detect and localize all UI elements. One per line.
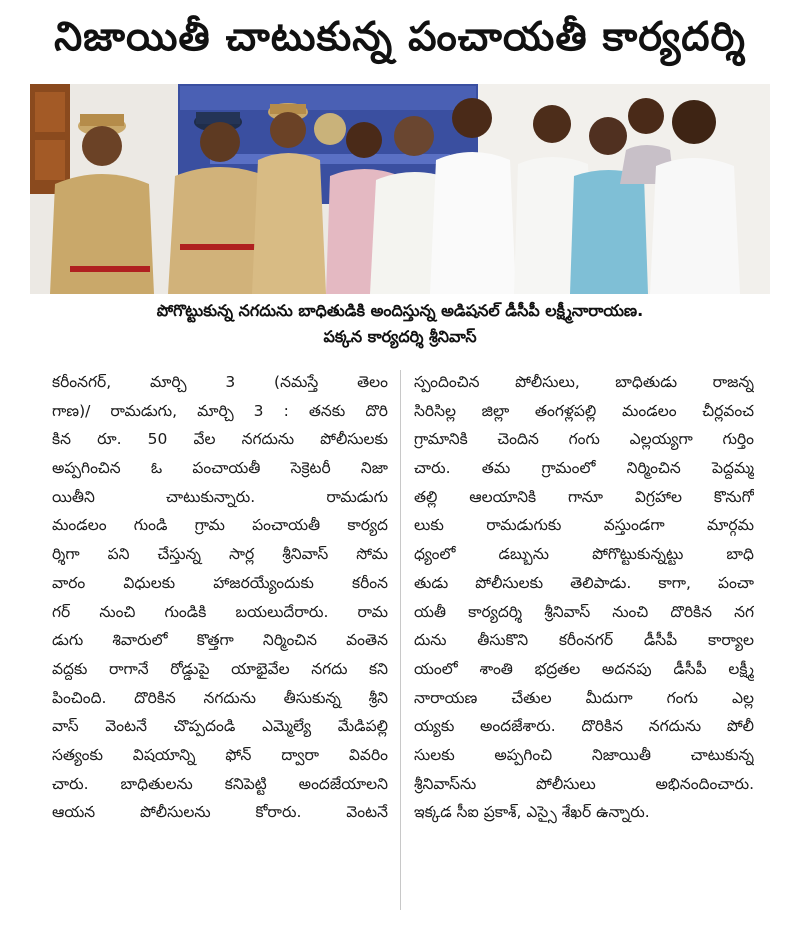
text-line: శ్రీనివాస్‌ను పోలీసులు అభినందించారు. <box>414 774 754 793</box>
text-line: చారు. బాధితులను కనిపెట్టి అందజేయాలని <box>52 774 388 793</box>
text-line: కరీంనగర్, మార్చి 3 (నమస్తే తెలం <box>52 373 388 391</box>
text-line: వద్దకు రాగానే రోడ్డుపై యాభైవేల నగదు కని <box>52 659 388 678</box>
text-line: అప్పగించిన ఓ పంచాయతీ సెక్రెటరీ నిజా <box>52 459 388 478</box>
text-line: గర్ నుంచి గుండికి బయలుదేరారు. రామ <box>52 602 388 621</box>
text-line: వాస్ వెంటనే చొప్పదండి ఎమ్మెల్యే మేడిపల్లి <box>52 717 388 736</box>
text-line: స్పందించిన పోలీసులు, బాధితుడు రాజన్న <box>414 373 754 391</box>
text-line: డుగు శివారులో కొత్తగా నిర్మించిన వంతెన <box>52 631 388 650</box>
text-line: తల్లి ఆలయానికి గానూ విగ్రహాల కొనుగో <box>414 487 754 506</box>
text-line: కిన రూ. 50 వేల నగదును పోలీసులకు <box>52 430 388 449</box>
text-line: గాణ)/ రామడుగు, మార్చి 3 : తనకు దొరి <box>52 401 388 420</box>
caption-line-1: పోగొట్టుకున్న నగదును బాధితుడికి అందిస్తున్న అడిషనల్ డీసీపీ లక్ష్మీనారాయణ. <box>156 301 644 320</box>
text-line: య్యకు అందజేశారు. దొరికిన నగదును పోలీ <box>414 717 754 736</box>
text-line: ఇక్కడ సీఐ ప్రకాశ్, ఎస్సై శేఖర్ ఉన్నారు. <box>414 803 650 822</box>
news-photo <box>30 84 770 294</box>
text-line: సత్యంకు విషయాన్ని ఫోన్ ద్వారా వివరిం <box>52 745 388 764</box>
text-line: వారం విధులకు హాజరయ్యేందుకు కరీంన <box>52 573 388 592</box>
text-line: ఆయన పోలీసులను కోరారు. వెంటనే <box>52 803 388 822</box>
column-divider <box>400 370 401 910</box>
text-line: తుడు పోలీసులకు తెలిపాడు. కాగా, పంచా <box>414 573 754 592</box>
text-line: చారు. తమ గ్రామంలో నిర్మించిన పెద్దమ్మ <box>414 459 754 478</box>
text-line: నారాయణ చేతుల మీదుగా గంగు ఎల్ల <box>414 688 754 707</box>
text-line: గ్రామానికి చెందిన గంగు ఎల్లయ్యగా గుర్తిం <box>414 430 754 449</box>
text-line: లుకు రామడుగుకు వస్తుండగా మార్గమ <box>414 516 754 535</box>
article-column-right <box>414 368 754 827</box>
text-line: ధ్యంలో డబ్బును పోగొట్టుకున్నట్టు బాధి <box>414 545 754 564</box>
text-line: పించింది. దొరికిన నగదును తీసుకున్న శ్రీని <box>52 688 388 707</box>
article-column-left <box>52 368 388 827</box>
text-line: యతీ కార్యదర్శి శ్రీనివాస్ నుంచి దొరికిన నగ <box>414 602 754 621</box>
photo-caption <box>30 298 770 360</box>
text-line: మండలం గుండి గ్రామ పంచాయతీ కార్యద <box>52 516 388 535</box>
text-line: దును తీసుకొని కరీంనగర్ డీసీపీ కార్యాల <box>414 631 754 650</box>
headline: నిజాయితీ చాటుకున్న పంచాయతీ కార్యదర్శి <box>54 14 746 60</box>
text-line: ర్శిగా పని చేస్తున్న సార్ల శ్రీనివాస్ సోమ <box>52 545 388 564</box>
text-line: యితీని చాటుకున్నారు. రామడుగు <box>52 487 388 506</box>
text-line: సులకు అప్పగించి నిజాయితీ చాటుకున్న <box>414 745 754 764</box>
text-line: యంలో శాంతి భద్రతల అదనపు డీసీపీ లక్ష్మీ <box>414 659 754 678</box>
text-line: సిరిసిల్ల జిల్లా తంగళ్లపల్లి మండలం చీర్లవంచ <box>414 401 754 420</box>
caption-line-2: పక్కన కార్యదర్శి శ్రీనివాస్ <box>323 327 477 346</box>
